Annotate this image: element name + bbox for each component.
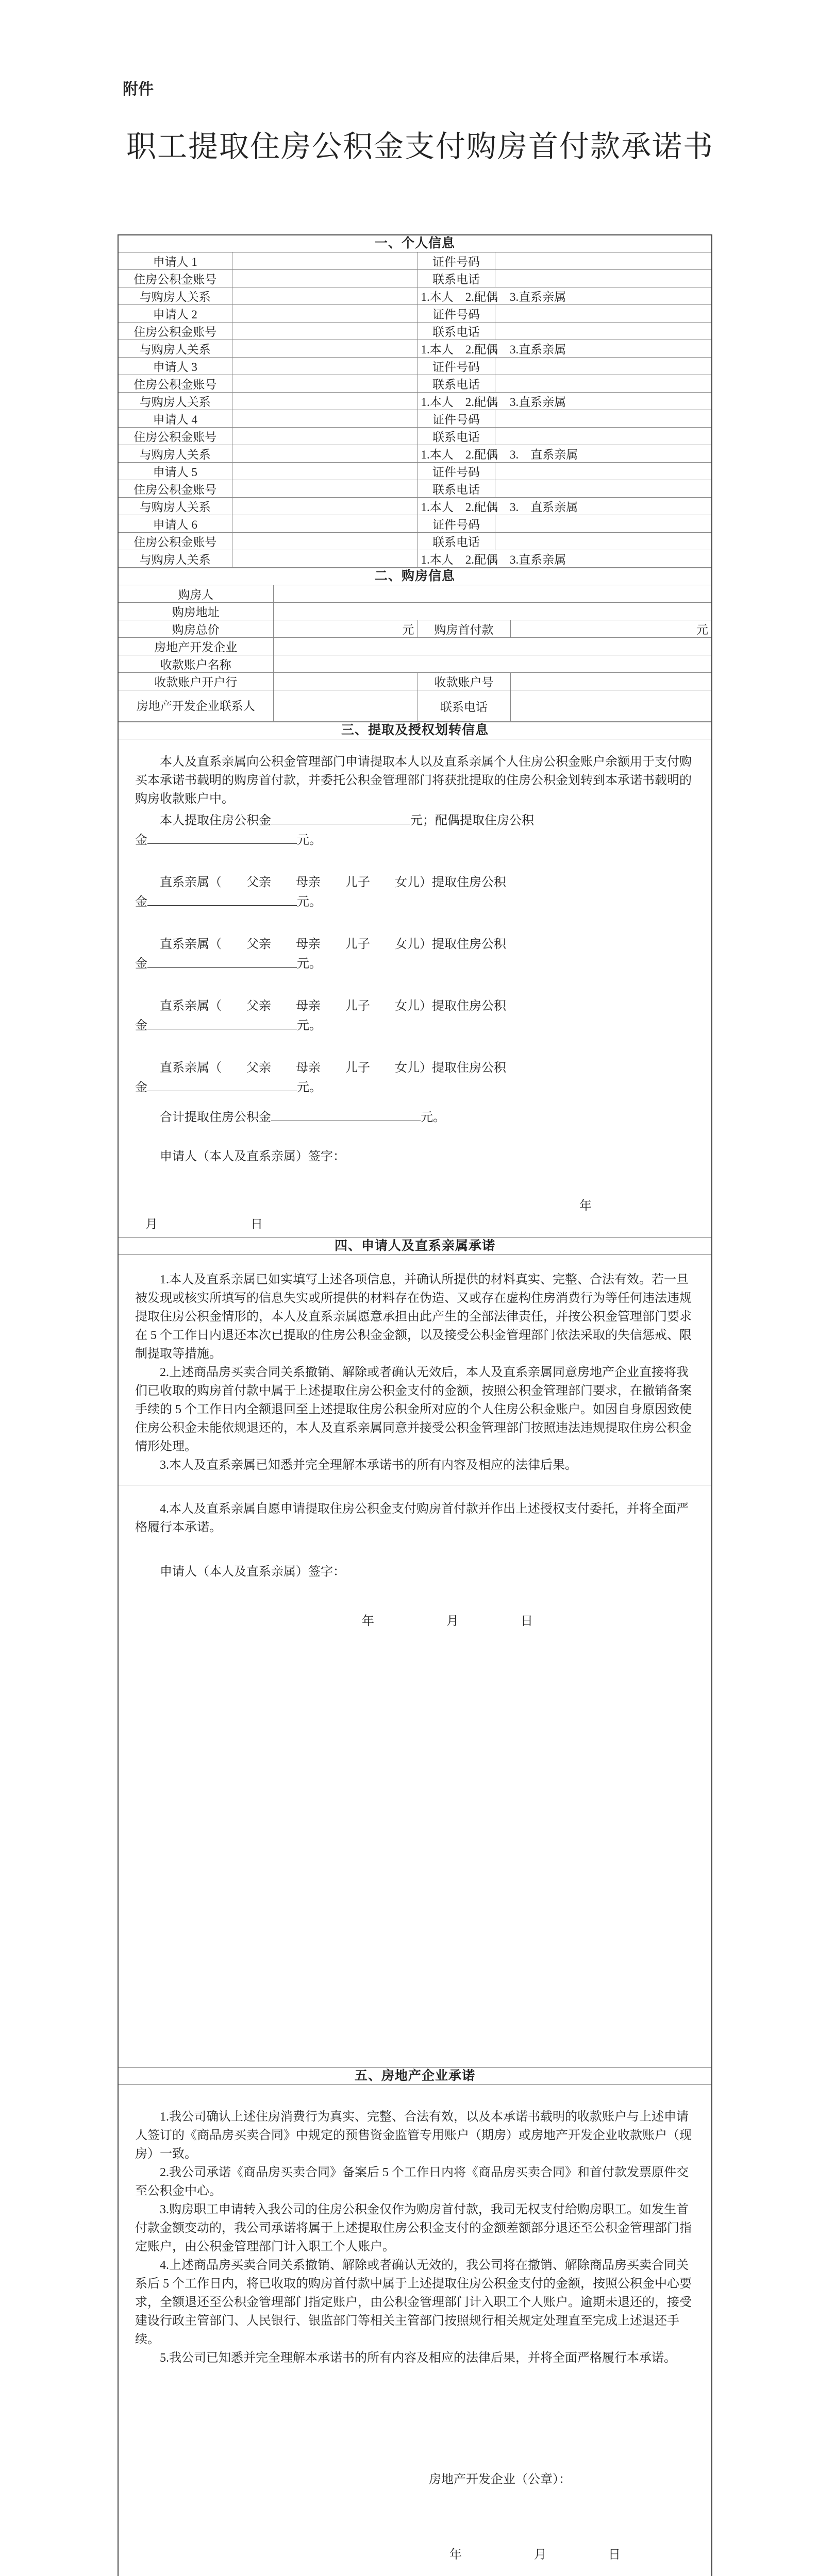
relationship-options[interactable]: 1.本人 2.配偶 3.直系亲属	[418, 340, 711, 358]
phone-field[interactable]	[495, 428, 711, 445]
signature-line[interactable]: 申请人（本人及直系亲属）签字：	[160, 1565, 345, 1579]
sign-date: 年 月 日	[362, 1615, 533, 1628]
self-amount-blank[interactable]	[271, 810, 410, 824]
applicant-name-field[interactable]	[232, 305, 418, 323]
applicant-name-label: 申请人 4	[119, 410, 232, 428]
developer-item-4: 4.上述商品房买卖合同关系撤销、解除或者确认无效的，我公司将在撤销、解除商品房买卖合同关系后 5 个工作日内，将已收取的购房首付款中属于上述提取住房公积金支付的金额，按照公积金中心要求，全额退还至公积金管理部门指定账户，由公积金管理部门计入职工个人账户。逾期未退还的，接受建设行政主管部门、人民银行、银监部门等相关主管部门按照规行相关规定处理直至完成上述退还手续。	[135, 2259, 692, 2346]
id-number-field[interactable]	[495, 463, 711, 480]
relative-block-1: 直系亲属（ 父亲 母亲 儿子 女儿）提取住房公积 金 元。	[135, 876, 506, 909]
applicant-row	[119, 410, 711, 428]
applicant-name-label: 申请人 6	[119, 515, 232, 533]
section-heading: 三、提取及授权划转信息	[119, 722, 711, 739]
relationship-options[interactable]: 1.本人 2.配偶 3.直系亲属	[418, 393, 711, 410]
id-number-field[interactable]	[495, 410, 711, 428]
commitment-item-2: 2.上述商品房买卖合同关系撤销、解除或者确认无效后，本人及直系亲属同意房地产企业直接将我们已收取的购房首付款中属于上述提取住房公积金支付的金额，按照公积金管理部门要求，在撤销备案手续的 5 个工作日内全额退回至上述提取住房公积金所对应的个人住房公积金账户。如因自身原因致使住房公积金未能依规退还的，本人及直系亲属同意并接受公积金管理部门按照违法违规提取住房公积金情形处理。	[135, 1366, 692, 1453]
relationship-blank[interactable]	[232, 550, 418, 568]
applicant-name-field[interactable]	[232, 410, 418, 428]
down-payment-field[interactable]: 元	[510, 620, 711, 638]
applicant-row	[119, 533, 711, 550]
developer-contact-label: 房地产开发企业联系人	[119, 690, 273, 722]
fund-account-label: 住房公积金账号	[119, 270, 232, 287]
sign-month-day: 月 日	[145, 1218, 263, 1231]
fund-account-field[interactable]	[232, 375, 418, 393]
fund-account-field[interactable]	[232, 480, 418, 498]
authorization-intro: 本人及直系亲属向公积金管理部门申请提取本人以及直系亲属个人住房公积金账户余额用于支付购买本承诺书载明的购房首付款，并委托公积金管理部门将获批提取的住房公积金划转到本承诺书载明的购房收款账户中。	[135, 755, 692, 806]
down-payment-label: 购房首付款	[418, 620, 510, 638]
relationship-blank[interactable]	[232, 287, 418, 305]
section-heading: 五、房地产企业承诺	[119, 2068, 711, 2085]
developer-item-3: 3.购房职工申请转入我公司的住房公积金仅作为购房首付款，我司无权支付给购房职工。如发生首付款金额变动的，我公司承诺将属于上述提取住房公积金支付的金额差额部分退还至公积金管理部门指定账户，由公积金管理部门计入职工个人账户。	[135, 2203, 692, 2253]
applicant-row	[119, 287, 711, 305]
relationship-blank[interactable]	[232, 498, 418, 515]
id-number-label: 证件号码	[418, 463, 495, 480]
section-purchase-info	[119, 568, 711, 722]
phone-label: 联系电话	[418, 270, 495, 287]
applicant-row	[119, 358, 711, 375]
developer-label: 房地产开发企业	[119, 638, 273, 655]
relationship-blank[interactable]	[232, 393, 418, 410]
relationship-options[interactable]: 1.本人 2.配偶 3.直系亲属	[418, 287, 711, 305]
relative-amount-blank[interactable]	[147, 1015, 297, 1029]
purchase-table	[119, 585, 711, 722]
applicant-row	[119, 305, 711, 323]
commitment-item-3: 3.本人及直系亲属已知悉并完全理解本承诺书的所有内容及相应的法律后果。	[160, 1459, 577, 1472]
applicant-row	[119, 270, 711, 287]
seal-date: 年 月 日	[449, 2548, 621, 2562]
total-price-label: 购房总价	[119, 620, 273, 638]
developer-field[interactable]	[273, 638, 711, 655]
relationship-label: 与购房人关系	[119, 550, 232, 568]
payee-account-label: 收款账户号	[418, 673, 510, 690]
fund-account-field[interactable]	[232, 533, 418, 550]
relationship-blank[interactable]	[232, 340, 418, 358]
relative-block-3: 直系亲属（ 父亲 母亲 儿子 女儿）提取住房公积 金 元。	[135, 999, 506, 1032]
fund-account-label: 住房公积金账号	[119, 480, 232, 498]
payee-name-field[interactable]	[273, 655, 711, 673]
section-heading: 二、购房信息	[119, 568, 711, 585]
self-spouse-amount-line: 本人提取住房公积金 元；配偶提取住房公积	[135, 810, 695, 830]
contact-phone-field[interactable]	[510, 690, 711, 722]
phone-field[interactable]	[495, 270, 711, 287]
section-personal-info	[119, 235, 711, 568]
spouse-amount-line: 金 元。	[135, 830, 695, 850]
fund-account-label: 住房公积金账号	[119, 533, 232, 550]
contact-phone-label: 联系电话	[418, 690, 510, 722]
relationship-blank[interactable]	[232, 445, 418, 463]
developer-item-5: 5.我公司已知悉并完全理解本承诺书的所有内容及相应的法律后果，并将全面严格履行本承诺。	[160, 2351, 676, 2365]
commitment-form	[118, 234, 712, 2576]
total-amount-line: 合计提取住房公积金 元。	[135, 1107, 695, 1127]
total-price-field[interactable]: 元	[273, 620, 418, 638]
fund-account-field[interactable]	[232, 323, 418, 340]
relationship-options[interactable]: 1.本人 2.配偶 3. 直系亲属	[418, 498, 711, 515]
signature-line[interactable]: 申请人（本人及直系亲属）签字：	[160, 1150, 345, 1163]
applicant-row	[119, 340, 711, 358]
relationship-label: 与购房人关系	[119, 287, 232, 305]
section-applicant-commitment	[119, 1238, 711, 2068]
applicant-row	[119, 393, 711, 410]
applicant-row	[119, 428, 711, 445]
applicant-name-field[interactable]	[232, 252, 418, 270]
relative-amount-blank[interactable]	[147, 892, 297, 906]
id-number-field[interactable]	[495, 358, 711, 375]
fund-account-label: 住房公积金账号	[119, 323, 232, 340]
phone-field[interactable]	[495, 323, 711, 340]
applicant-row	[119, 445, 711, 463]
section-heading: 四、申请人及直系亲属承诺	[119, 1238, 711, 1255]
relationship-label: 与购房人关系	[119, 393, 232, 410]
id-number-label: 证件号码	[418, 305, 495, 323]
relative-block-2: 直系亲属（ 父亲 母亲 儿子 女儿）提取住房公积 金 元。	[135, 938, 506, 971]
phone-label: 联系电话	[418, 533, 495, 550]
applicants-table	[119, 252, 711, 568]
payee-bank-label: 收款账户开户行	[119, 673, 273, 690]
total-amount-blank[interactable]	[271, 1107, 421, 1121]
buyer-field[interactable]	[273, 585, 711, 603]
applicant-row	[119, 498, 711, 515]
buyer-label: 购房人	[119, 585, 273, 603]
applicant-row	[119, 463, 711, 480]
applicant-row	[119, 323, 711, 340]
phone-label: 联系电话	[418, 428, 495, 445]
fund-account-label: 住房公积金账号	[119, 375, 232, 393]
id-number-field[interactable]	[495, 252, 711, 270]
payee-bank-field[interactable]	[273, 673, 418, 690]
phone-field[interactable]	[495, 533, 711, 550]
relationship-label: 与购房人关系	[119, 340, 232, 358]
page-title: 职工提取住房公积金支付购房首付款承诺书	[126, 130, 714, 163]
developer-contact-field[interactable]	[273, 690, 418, 722]
applicant-row	[119, 252, 711, 270]
relationship-options[interactable]: 1.本人 2.配偶 3.直系亲属	[418, 550, 711, 568]
phone-label: 联系电话	[418, 480, 495, 498]
phone-label: 联系电话	[418, 375, 495, 393]
applicant-name-field[interactable]	[232, 515, 418, 533]
applicant-name-field[interactable]	[232, 463, 418, 480]
commitment-item-4: 4.本人及直系亲属自愿申请提取住房公积金支付购房首付款并作出上述授权支付委托，并将全面严格履行本承诺。	[135, 1502, 689, 1534]
section-heading: 一、个人信息	[119, 235, 711, 252]
id-number-label: 证件号码	[418, 252, 495, 270]
attachment-label: 附件	[123, 81, 154, 98]
relative-amount-blank[interactable]	[147, 954, 297, 968]
address-field[interactable]	[273, 603, 711, 620]
id-number-label: 证件号码	[418, 410, 495, 428]
applicant-name-field[interactable]	[232, 358, 418, 375]
applicant-name-label: 申请人 1	[119, 252, 232, 270]
applicant-name-label: 申请人 3	[119, 358, 232, 375]
payee-name-label: 收款账户名称	[119, 655, 273, 673]
developer-seal-line[interactable]: 房地产开发企业（公章）：	[429, 2473, 571, 2486]
sign-year: 年	[579, 1199, 592, 1213]
section-developer-commitment	[119, 2068, 711, 2576]
phone-label: 联系电话	[418, 323, 495, 340]
relative-amount-blank[interactable]	[147, 1077, 297, 1091]
fund-account-field[interactable]	[232, 270, 418, 287]
id-number-field[interactable]	[495, 515, 711, 533]
payee-account-field[interactable]	[510, 673, 711, 690]
applicant-row	[119, 515, 711, 533]
relationship-options[interactable]: 1.本人 2.配偶 3. 直系亲属	[418, 445, 711, 463]
spouse-amount-blank[interactable]	[147, 830, 297, 844]
applicant-row	[119, 480, 711, 498]
commitment-item-1: 1.本人及直系亲属已如实填写上述各项信息，并确认所提供的材料真实、完整、合法有效。若一旦被发现或核实所填写的信息失实或所提供的材料存在伪造、又或存在虚构住房消费行为等任何违法违规提取住房公积金情形的，本人及直系亲属愿意承担由此产生的全部法律责任，并按公积金管理部门要求在 5 个工作日内退还本次已提取的住房公积金金额，以及接受公积金管理部门依法采取的失信惩戒、限制提取等措施。	[135, 1273, 692, 1361]
applicant-name-label: 申请人 5	[119, 463, 232, 480]
phone-field[interactable]	[495, 375, 711, 393]
fund-account-label: 住房公积金账号	[119, 428, 232, 445]
id-number-label: 证件号码	[418, 358, 495, 375]
fund-account-field[interactable]	[232, 428, 418, 445]
applicant-name-label: 申请人 2	[119, 305, 232, 323]
applicant-row	[119, 550, 711, 568]
id-number-field[interactable]	[495, 305, 711, 323]
section-withdrawal-authorization	[119, 722, 711, 1238]
phone-field[interactable]	[495, 480, 711, 498]
relative-block-4: 直系亲属（ 父亲 母亲 儿子 女儿）提取住房公积 金 元。	[135, 1061, 506, 1094]
developer-item-1: 1.我公司确认上述住房消费行为真实、完整、合法有效，以及本承诺书载明的收款账户与上述申请人签订的《商品房买卖合同》中规定的预售资金监管专用账户（期房）或房地产开发企业收款账户（现房）一致。	[135, 2110, 692, 2161]
relationship-label: 与购房人关系	[119, 445, 232, 463]
applicant-row	[119, 375, 711, 393]
address-label: 购房地址	[119, 603, 273, 620]
developer-item-2: 2.我公司承诺《商品房买卖合同》备案后 5 个工作日内将《商品房买卖合同》和首付款发票原件交至公积金中心。	[135, 2166, 689, 2198]
relationship-label: 与购房人关系	[119, 498, 232, 515]
id-number-label: 证件号码	[418, 515, 495, 533]
